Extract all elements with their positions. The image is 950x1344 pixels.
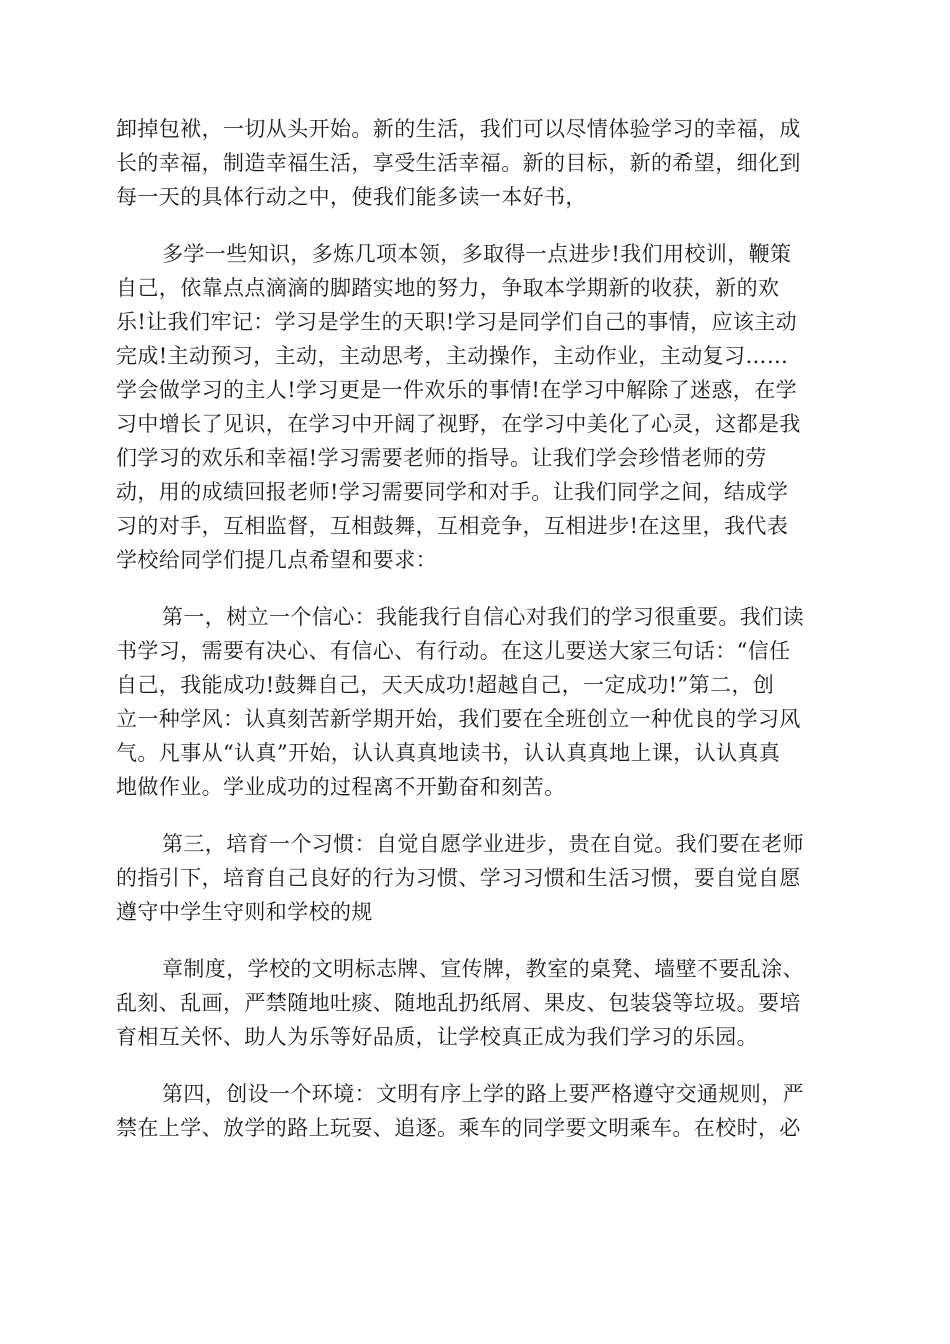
text-line: 乐!让我们牢记：学习是学生的天职!学习是同学们自己的事情，应该主动 [116,310,798,334]
text-line: 第四，创设一个环境：文明有序上学的路上要严格遵守交通规则，严 [162,1082,804,1106]
text-line: 乱刻、乱画，严禁随地吐痰、随地乱扔纸屑、果皮、包装袋等垃圾。要培 [116,991,801,1015]
text-line: 禁在上学、放学的路上玩耍、追逐。乘车的同学要文明乘车。在校时，必 [116,1116,801,1140]
text-line: 学校给同学们提几点希望和要求： [116,548,437,572]
text-line: 育相互关怀、助人为乐等好品质，让学校真正成为我们学习的乐园。 [116,1025,758,1049]
text-line: 自己，我能成功!鼓舞自己，天天成功!超越自己，一定成功!”第二，创 [116,673,775,697]
text-line: 立一种学风：认真刻苦新学期开始，我们要在全班创立一种优良的学习风 [116,707,801,731]
text-line: 完成!主动预习，主动，主动思考，主动操作，主动作业，主动复习…… [116,344,789,368]
text-line: 习的对手，互相监督，互相鼓舞，互相竞争，互相进步!在这里，我代表 [116,514,789,538]
text-line: 学会做学习的主人!学习更是一件欢乐的事情!在学习中解除了迷惑，在学 [116,378,798,402]
text-line: 章制度，学校的文明标志牌、宣传牌，教室的桌凳、墙壁不要乱涂、 [162,957,804,981]
paragraph-1 [116,112,836,214]
text-line: 动，用的成绩回报老师!学习需要同学和对手。让我们同学之间，结成学 [116,480,789,504]
text-line: 遵守中学生守则和学校的规 [116,900,373,924]
text-line: 长的幸福，制造幸福生活，享受生活幸福。新的目标，新的希望，细化到 [116,151,801,175]
paragraph-2 [116,237,836,577]
paragraph-3 [116,600,836,804]
text-line: 多学一些知识，多炼几项本领，多取得一点进步!我们用校训，鞭策 [162,242,792,266]
text-line: 气。凡事从“认真”开始，认认真真地读书，认认真真地上课，认认真真 [116,741,781,765]
paragraph-6 [116,1077,836,1145]
text-line: 卸掉包袱，一切从头开始。新的生活，我们可以尽情体验学习的幸福，成 [116,117,801,141]
text-line: 习中增长了见识，在学习中开阔了视野，在学习中美化了心灵，这都是我 [116,412,801,436]
text-line: 书学习，需要有决心、有信心、有行动。在这儿要送大家三句话：“信任 [116,639,791,663]
text-line: 第一，树立一个信心：我能我行自信心对我们的学习很重要。我们读 [162,605,804,629]
document-body [116,112,836,1145]
text-line: 第三，培育一个习惯：自觉自愿学业进步，贵在自觉。我们要在老师 [162,832,804,856]
text-line: 每一天的具体行动之中，使我们能多读一本好书， [116,185,587,209]
paragraph-5 [116,952,836,1054]
text-line: 自己，依靠点点滴滴的脚踏实地的努力，争取本学期新的收获，新的欢 [116,276,780,300]
text-line: 的指引下，培育自己良好的行为习惯、学习习惯和生活习惯，要自觉自愿 [116,866,801,890]
text-line: 们学习的欢乐和幸福!学习需要老师的指导。让我们学会珍惜老师的劳 [116,446,767,470]
text-line: 地做作业。学业成功的过程离不开勤奋和刻苦。 [116,775,566,799]
paragraph-4 [116,827,836,929]
